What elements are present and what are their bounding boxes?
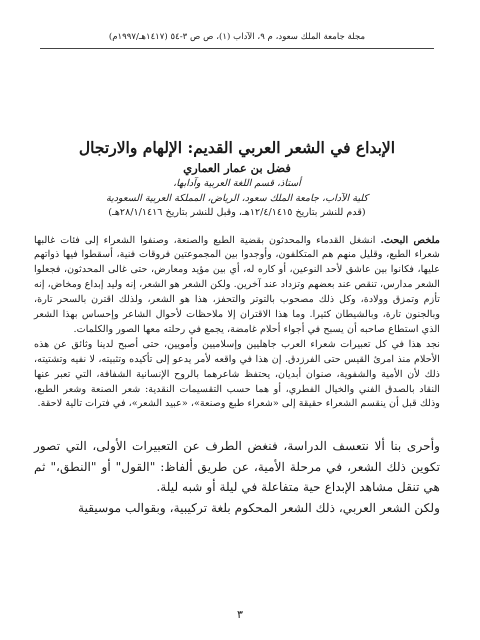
affiliation-line-2: كلية الآداب، جامعة الملك سعود، الرياض، المملكة العربية السعودية xyxy=(105,192,369,204)
abstract xyxy=(34,234,440,413)
abstract-text-1: انشغل القدماء والمحدثون بقضية الطبع والصنعة، وصنفوا الشعراء إلى فئات غالبها شعراء الطبع، وقليل منهم هم المتكلفون، وأوجدوا بين المجموعتين فروقات فنية، أسقطوا فيها ذواتهم عليها، فكانوا بين عاشق لأحد النوعين، أو كاره له، أي بين مؤيد ومعارض، حتى غالى المحدثون، فجعلوا الشعر مدارس، تنقص عند بعضهم وتزداد عند آخرين. ولكن الشعر هو الشعر، إنه وليد إبداع ومخاض، إنه تأزم وتمزق وولادة، وكل ذلك مصحوب بالتوتر والتحفز، هذا هو الشعر، ولذلك اقترن بالسحر تارة، وبالجنون تارة، وبالشيطان كثيرا. وما هذا الاقتران إلا ملاحظات لأحوال الشاعر وإحساس بهذا الشعر الذي استطاع صاحبه أن يسبح في أجواء أحلام غامضة، يجمع في رحلته معها الصور والكلمات. xyxy=(34,234,440,335)
running-header: مجلة جامعة الملك سعود، م ٩، الآداب (١)، ص ص ٣-٥٤ (١٤١٧هـ/١٩٩٧م) xyxy=(40,30,434,49)
body-paragraph-1: وأحرى بنا ألا نتعسف الدراسة، فنغض الطرف عن التعبيرات الأولى، التي تصور تكوين ذلك الشعر، في مرحلة الأمية، عن طريق ألفاظ: "القول" أو "النطق،" ثم هي تنقل مشاهد الإبداع حية متفاعلة في ليلة أو شبه ليلة. xyxy=(34,439,440,495)
affiliation-line-1: أستاذ، قسم اللغة العربية وآدابها، xyxy=(173,178,301,189)
article-title: الإبداع في الشعر العربي القديم: الإلهام والارتجال xyxy=(78,138,396,157)
submission-dates: (قدم للنشر بتاريخ ١٢/٤/١٤١٥هـ، وقبل للنشر بتاريخ ٢٨/١/١٤١٦هـ) xyxy=(108,207,366,218)
body-paragraph-2: ولكن الشعر العربي، ذلك الشعر المحكوم بلغة تركيبية، وبقوالب موسيقية xyxy=(78,500,440,515)
body-text xyxy=(34,436,440,518)
abstract-paragraph-1 xyxy=(34,234,440,338)
abstract-label: ملخص البحث. xyxy=(380,234,440,246)
abstract-paragraph-2: نجد هذا في كل تعبيرات شعراء العرب جاهليين وإسلاميين وأمويين، حتى أصبح لدينا وثائق عن هذه الأحلام منذ امرئ القيس حتى الفرزدق. إن هذا في واقعه لأمر يدعو إلى تأكيده وتثبيته، لا نفيه وتشتيته، ذلك لأن الأمية والشفوية، صنوان أبديان، يحتفظ شاعرهما بالروح الإنسانية الشفافة، التي تعبر عنها النقاد بالصدق الفني والخيال الفطري، أو هما حسب التقسيمات النقدية: شعر الصنعة وشعر الطبع، وذلك قبل أن ينقسم الشعراء حقيقة إلى «شعراء طبع وصنعة»، «عبيد الشعر»، في فترات تالية لاحقة. xyxy=(34,338,440,410)
title-block xyxy=(34,137,440,221)
author-name: فضل بن عمار العماري xyxy=(183,161,291,175)
page-number: ٣ xyxy=(237,608,243,621)
